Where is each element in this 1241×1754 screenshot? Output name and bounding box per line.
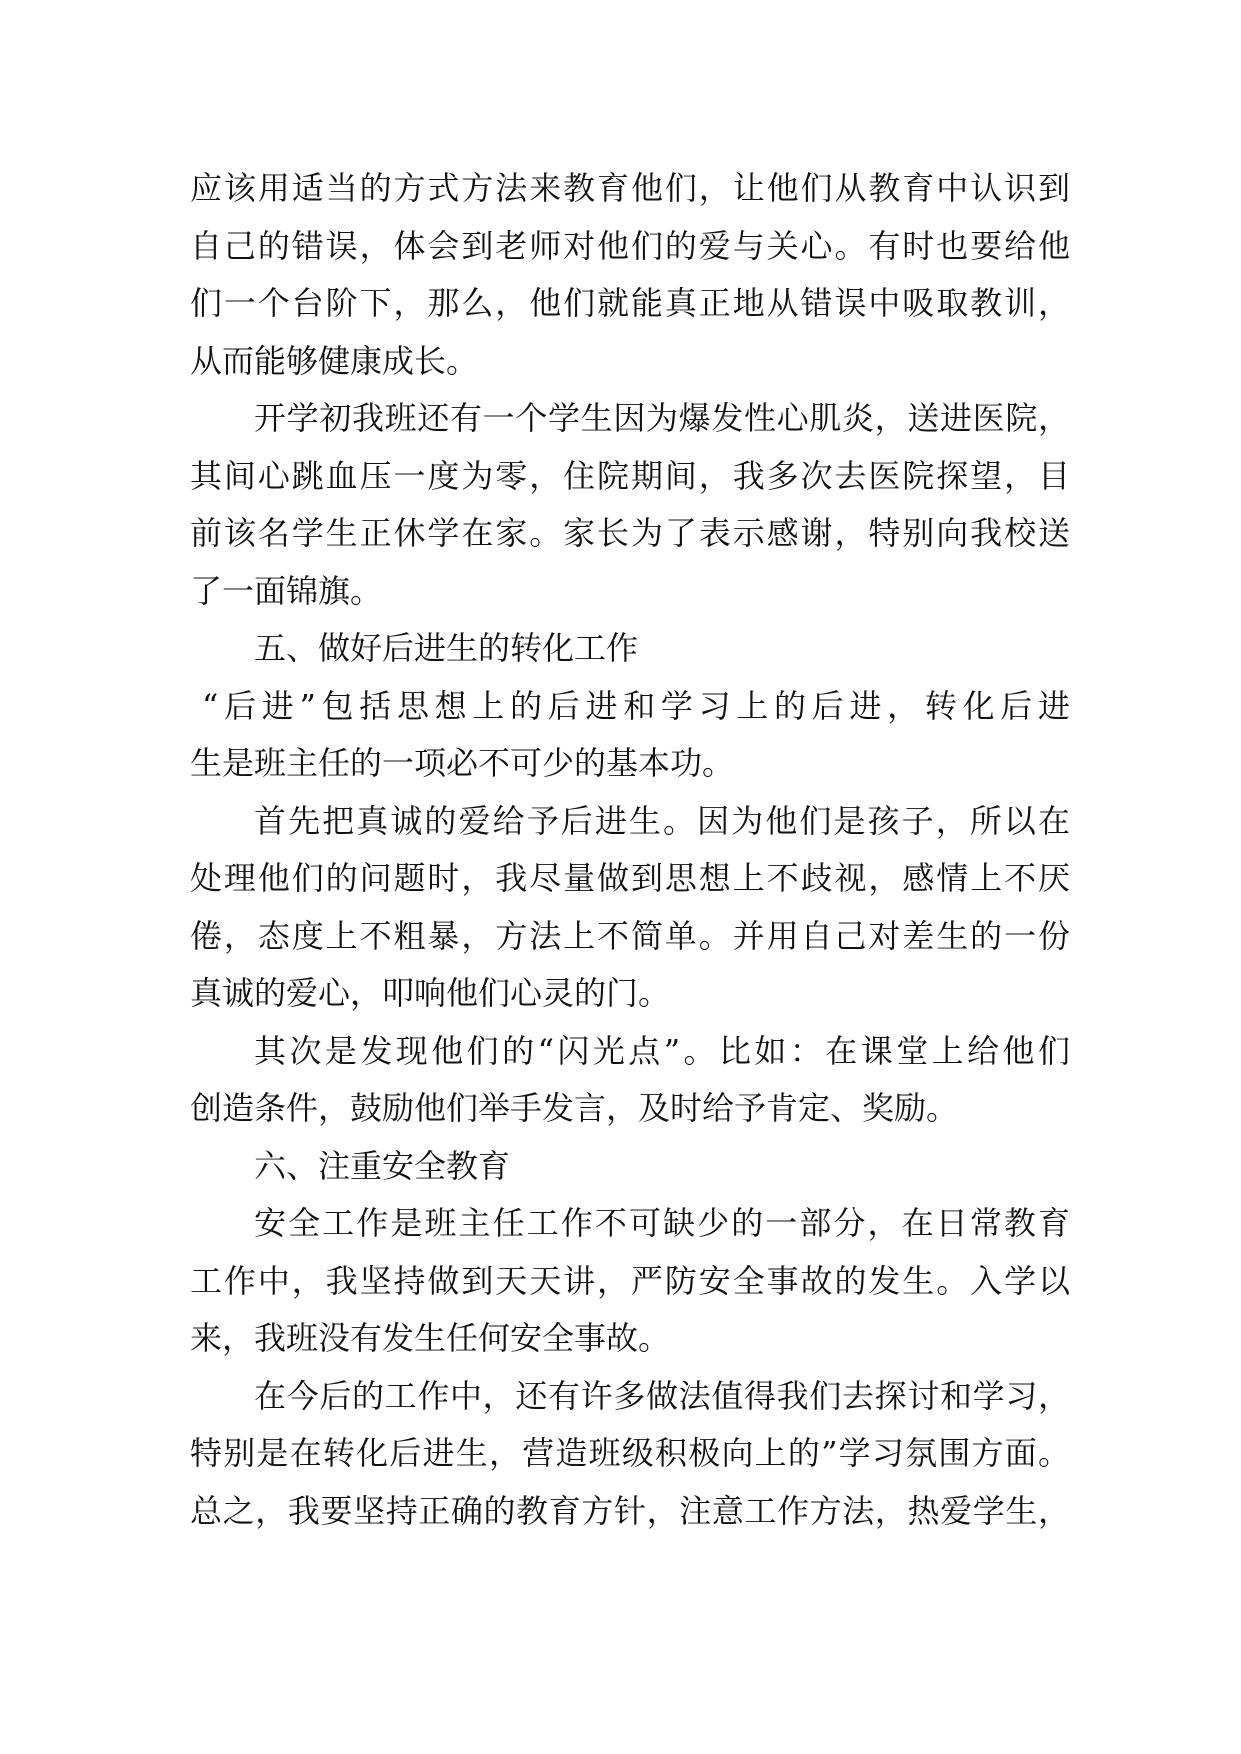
text-line: 其间心跳血压一度为零，住院期间，我多次去医院探望，目: [190, 456, 1070, 495]
text-line: 安全工作是班主任工作不可缺少的一部分，在日常教育: [254, 1204, 1070, 1242]
text-line: 真诚的爱心，叩响他们心灵的门。: [190, 974, 671, 1012]
text-line: 特别是在转化后进生，营造班级积极向上的”学习氛围方面。: [190, 1434, 1070, 1472]
text-line: 了一面锦旗。: [190, 571, 383, 610]
text-line: 处理他们的问题时，我尽量做到思想上不歧视，感情上不厌: [190, 859, 1070, 897]
text-line: 开学初我班还有一个学生因为爆发性心肌炎，送进医院，: [254, 399, 1070, 437]
text-line: 前该名学生正休学在家。家长为了表示感谢，特别向我校送: [190, 514, 1070, 552]
text-line: 倦，态度上不粗暴，方法上不简单。并用自己对差生的一份: [190, 916, 1070, 955]
text-line: 来，我班没有发生任何安全事故。: [190, 1319, 671, 1357]
text-line: 总之，我要坚持正确的教育方针，注意工作方法，热爱学生，: [190, 1491, 1070, 1530]
text-line: 在今后的工作中，还有许多做法值得我们去探讨和学习，: [254, 1376, 1070, 1415]
document-body: [190, 160, 1070, 1540]
text-line: 创造条件，鼓励他们举手发言，及时给予肯定、奖励。: [190, 1089, 959, 1127]
text-line: “后进”包括思想上的后进和学习上的后进，转化后进: [202, 686, 1070, 725]
text-line: 应该用适当的方式方法来教育他们，让他们从教育中认识到: [190, 169, 1070, 207]
section-heading: 五、做好后进生的转化工作: [254, 629, 639, 667]
section-heading: 六、注重安全教育: [254, 1146, 511, 1185]
text-line: 自己的错误，体会到老师对他们的爱与关心。有时也要给他: [190, 226, 1070, 265]
text-line: 们一个台阶下，那么，他们就能真正地从错误中吸取教训，: [190, 284, 1070, 322]
text-line: 首先把真诚的爱给予后进生。因为他们是孩子，所以在: [254, 801, 1070, 840]
text-line: 从而能够健康成长。: [190, 341, 479, 380]
text-line: 其次是发现他们的“闪光点”。比如：在课堂上给他们: [254, 1031, 1070, 1070]
text-line: 生是班主任的一项必不可少的基本功。: [190, 744, 735, 782]
text-line: 工作中，我坚持做到天天讲，严防安全事故的发生。入学以: [190, 1261, 1070, 1300]
